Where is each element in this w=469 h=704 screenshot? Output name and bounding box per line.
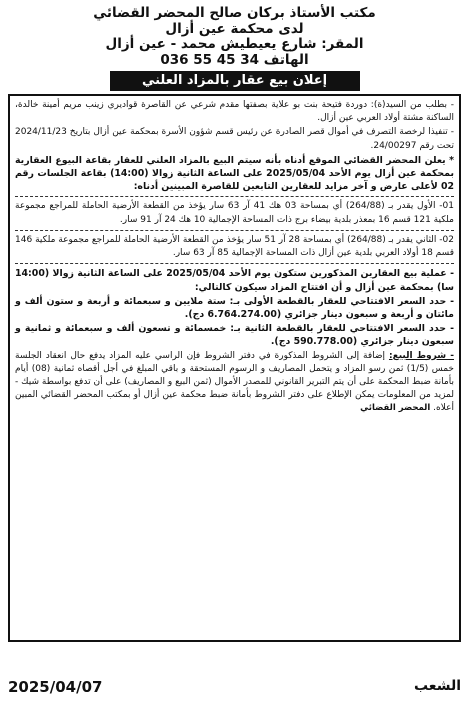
announcement-title: إعلان بيع عقار بالمزاد العلني — [110, 71, 360, 91]
conditions-text: إضافة إلى الشروط المذكورة في دفتر الشروط فإن الراسي عليه المزاد يدفع حال انعقاد الجلسة خمس (1/5) ثمن رسو المزاد و يتحمل المصاريف و الرسوم المستحقة و باقي المبلغ في أجل أقصاه ثمانية (08) أيام بأمانة ضبط المحكمة على أن يتم التبرير القانوني للمصدر الأموال (ثمن البيع و المصاريف) على أن تدفع بواسطة شيك - لمزيد من المعلومات يمكن الإطلاع على دفتر الشروط بأمانة ضبط محكمة عين أزال أو بمكتب المحضر القضائي المبين أعلاه. — [15, 350, 455, 414]
newspaper-name: الشعب — [413, 678, 461, 694]
office-name: مكتب الأستاذ بركان صالح المحضر القضائي — [93, 5, 376, 21]
office-address: المقر: شارع يعيطيش محمد - عين أزال — [105, 36, 364, 53]
divider — [15, 196, 454, 197]
office-header — [8, 6, 461, 68]
divider — [15, 263, 454, 264]
property-two-paragraph: 02- الثاني يقدر بـ (264/88) أي بمساحة 28 آر 51 سار يؤخذ من القطعة الأرضية الحاملة للمراجع مجموعة ملكية 146 قسم 18 أولاد العربي بلدية عين أزال ذات المساحة الإجمالية 85 آر 63 سار. — [15, 234, 454, 259]
publication-date: 2025/04/07 — [8, 678, 103, 696]
opening-price-one: - حدد السعر الافتتاحي للعقار بالقطعة الأولى بـ: ستة ملايين و سبعمائة و أربعة و ستون ألف و مائتان و أربعة و سبعون دينار جزائري (6.764.274.00 دج). — [15, 295, 454, 320]
announcement-box — [8, 94, 461, 642]
court-name: لدى محكمة عين أزال — [165, 20, 304, 37]
requester-paragraph: - بطلب من السيد(ة): دوردة فتيحة بنت بو علاية بصفتها مقدم شرعي عن القاصرة قواديري زينب مريم أمينة خالدة، الساكنة مشتة أولاد العربي عين أزال. — [15, 100, 454, 124]
divider — [15, 230, 454, 231]
auction-announcement-paragraph: * يعلن المحضر القضائي الموقع أدناه بأنه سيتم البيع بالمزاد العلني للعقار بقاعة البيوع العقارية بمحكمة عين أزال يوم الأحد 2025/05/04 على الساعة الثانية زوالا (14:00) بقاعة الجلسات رقم 02 لأعلى عارض و آخر مزايد للعقارين التابعين للقاصرة المبينين أدناه: — [15, 154, 454, 193]
opening-price-two: - حدد السعر الافتتاحي للعقار بالقطعة الثانية بـ: خمسمائة و تسعون ألف و سبعمائة و ثمانية و سبعون دينار جزائري (590.778.00 دج). — [15, 323, 454, 348]
execution-paragraph: - تنفيذا لرخصة التصرف في أموال قصر الصادرة عن رئيس قسم شؤون الأسرة بمحكمة عين أزال بتاريخ 2024/11/23 تحت رقم 24/00297. — [15, 127, 454, 151]
conditions-label: - شروط البيع: — [388, 350, 454, 361]
conditions-paragraph — [15, 350, 454, 416]
publication-footer — [8, 678, 461, 696]
property-one-paragraph: 01- الأول يقدر بـ (264/88) أي بمساحة 03 هك 41 آر 63 سار يؤخذ من القطعة الأرضية الحاملة للمراجع مجموعة ملكية 121 قسم 16 بمعذر بلدية بيضاء برج ذات المساحة الإجمالية 10 هك 24 آر 91 سار. — [15, 201, 454, 225]
office-phone: الهاتف 34 45 55 036 — [160, 51, 309, 68]
sale-date-paragraph: - عملية بيع العقارين المذكورين ستكون يوم الأحد 2025/05/04 على الساعة الثانية زوالا (14:00 سا) بمحكمة عين أزال و أن افتتاح المزاد سيكون كالتالي: — [15, 268, 454, 293]
bailiff-signature: المحضر القضائي — [360, 403, 431, 414]
